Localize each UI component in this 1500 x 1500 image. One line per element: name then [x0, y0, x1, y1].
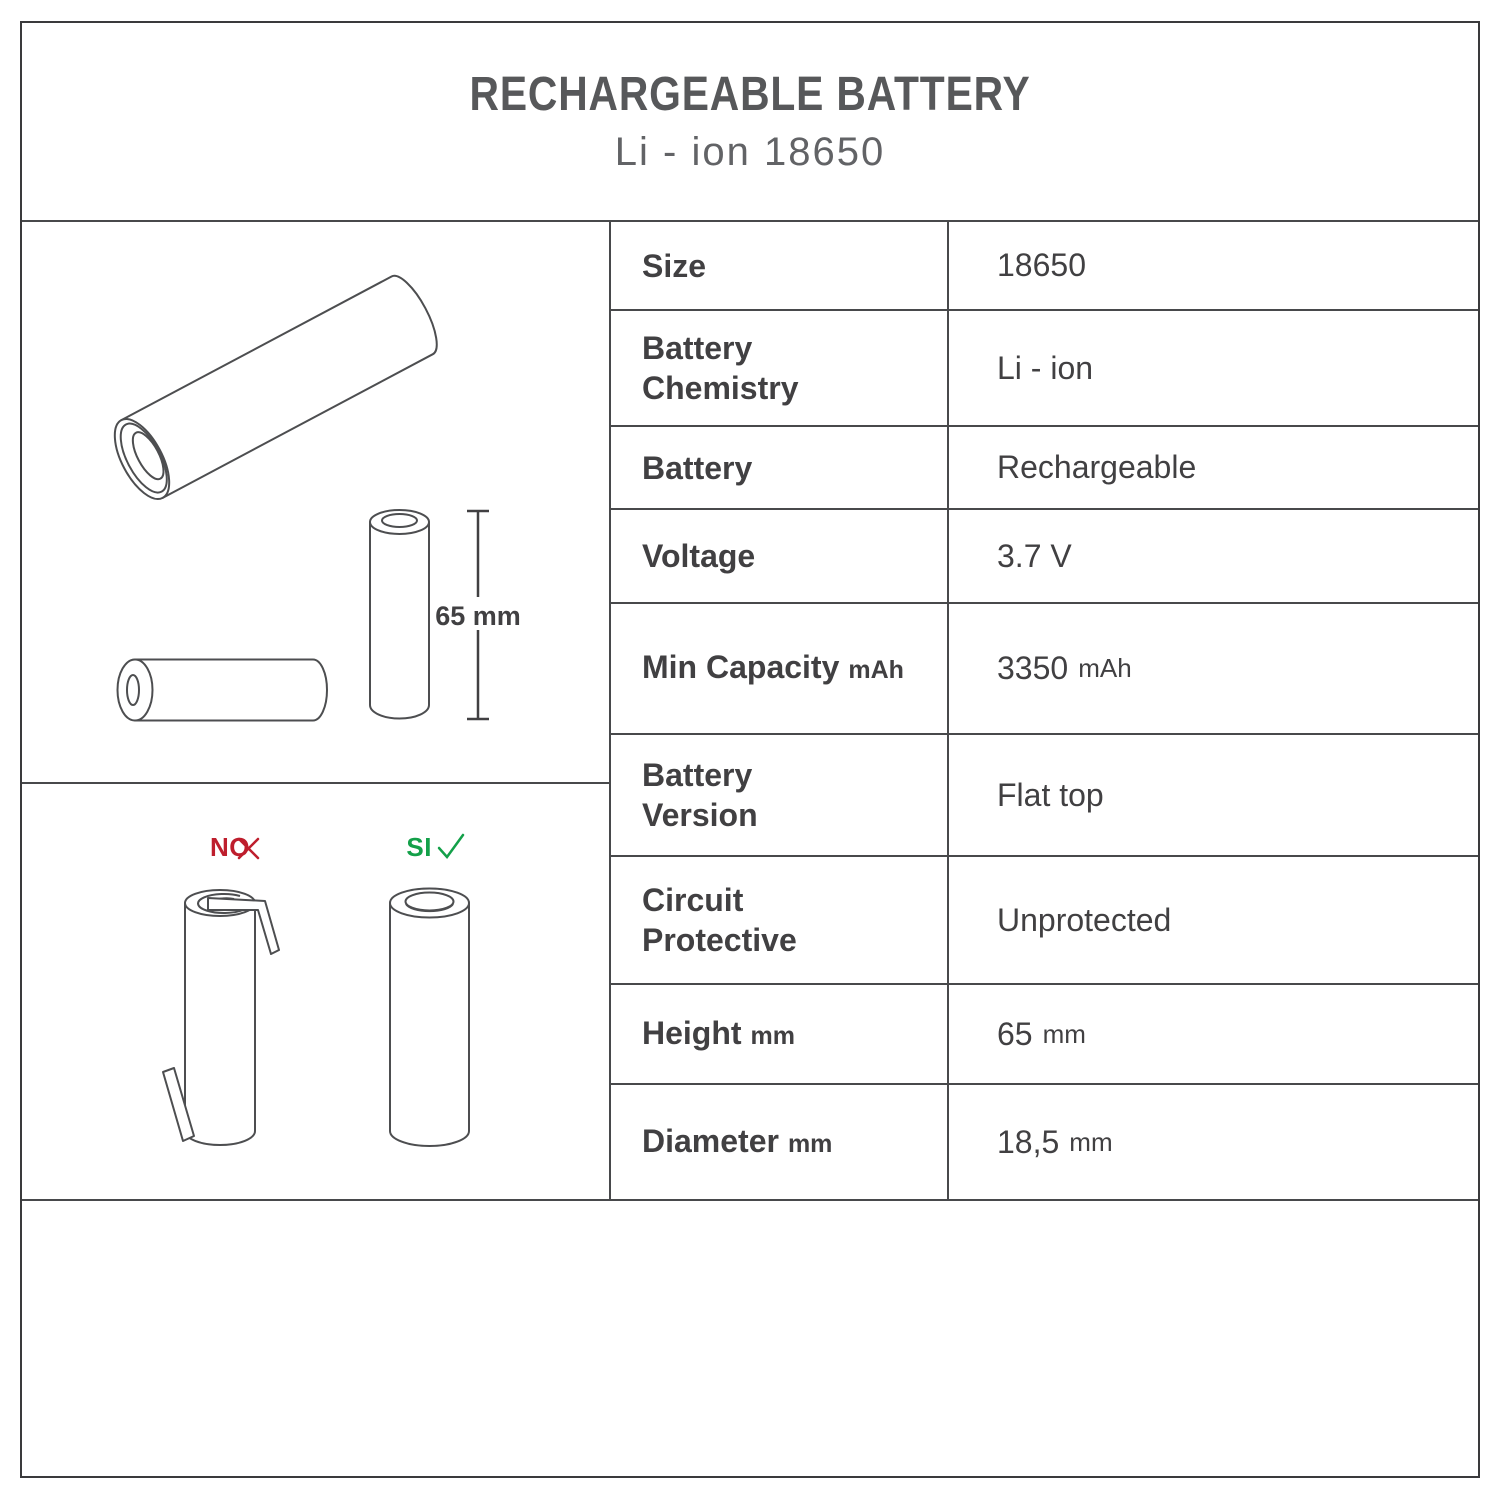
spec-value-unit: mm: [1042, 1018, 1086, 1049]
spec-value: 18650: [997, 247, 1086, 283]
spec-value: 3350 mAh: [997, 650, 1132, 686]
header: [22, 23, 1478, 222]
battery-with-tabs-drawing: [163, 890, 279, 1145]
page-border: [20, 21, 1480, 1478]
spec-value-unit: mAh: [1078, 653, 1132, 683]
battery-illustration: [22, 222, 607, 782]
spec-label: Min Capacity mAh: [611, 604, 949, 733]
spec-label: Voltage: [611, 510, 949, 602]
spec-label: Size: [611, 222, 949, 309]
si-label: SI: [406, 832, 432, 862]
spec-label: Battery Version: [611, 735, 949, 855]
spec-label: Diameter mm: [611, 1085, 949, 1199]
spec-value: 3.7 V: [997, 537, 1072, 574]
check-icon: [439, 835, 463, 857]
spec-table: [609, 222, 1478, 1199]
table-row: [611, 427, 1478, 510]
dimension-line: [435, 511, 521, 719]
spec-label-unit: mm: [787, 1129, 833, 1158]
spec-value: Rechargeable: [997, 449, 1197, 485]
battery-horizontal-drawing: [118, 660, 328, 721]
battery-flat-top-drawing: [390, 889, 469, 1147]
spec-value: 65 mm: [997, 1015, 1086, 1052]
table-row: [611, 985, 1478, 1085]
table-row: [611, 510, 1478, 604]
table-row: [611, 311, 1478, 427]
spec-value: 18,5 mm: [997, 1123, 1113, 1160]
page-title: RECHARGEABLE BATTERY: [469, 67, 1031, 121]
page-subtitle: Li - ion 18650: [614, 129, 886, 174]
tab-comparison-panel: [22, 784, 609, 1198]
table-row: [611, 857, 1478, 985]
table-row: [611, 222, 1478, 311]
no-label: NO: [210, 832, 250, 862]
battery-diagonal-drawing: [104, 269, 446, 507]
spec-value-unit: mm: [1069, 1126, 1113, 1157]
spec-label: Battery Chemistry: [611, 311, 949, 425]
battery-illustration-panel: [22, 222, 609, 784]
table-row: [611, 604, 1478, 735]
spec-value: Unprotected: [997, 901, 1172, 938]
spec-value: Li - ion: [997, 349, 1094, 386]
spec-label: Battery: [611, 427, 949, 508]
table-row: [611, 735, 1478, 857]
spec-label-unit: mAh: [848, 656, 904, 684]
tab-comparison-illustration: [22, 784, 607, 1196]
battery-vertical-drawing: [370, 510, 429, 719]
spec-label-unit: mm: [750, 1021, 796, 1050]
bottom-strip: [22, 1199, 1478, 1476]
spec-label: Height mm: [611, 985, 949, 1083]
dimension-label: 65 mm: [435, 601, 521, 631]
table-row: [611, 1085, 1478, 1199]
spec-value: Flat top: [997, 776, 1104, 813]
spec-label: Circuit Protective: [611, 857, 949, 983]
